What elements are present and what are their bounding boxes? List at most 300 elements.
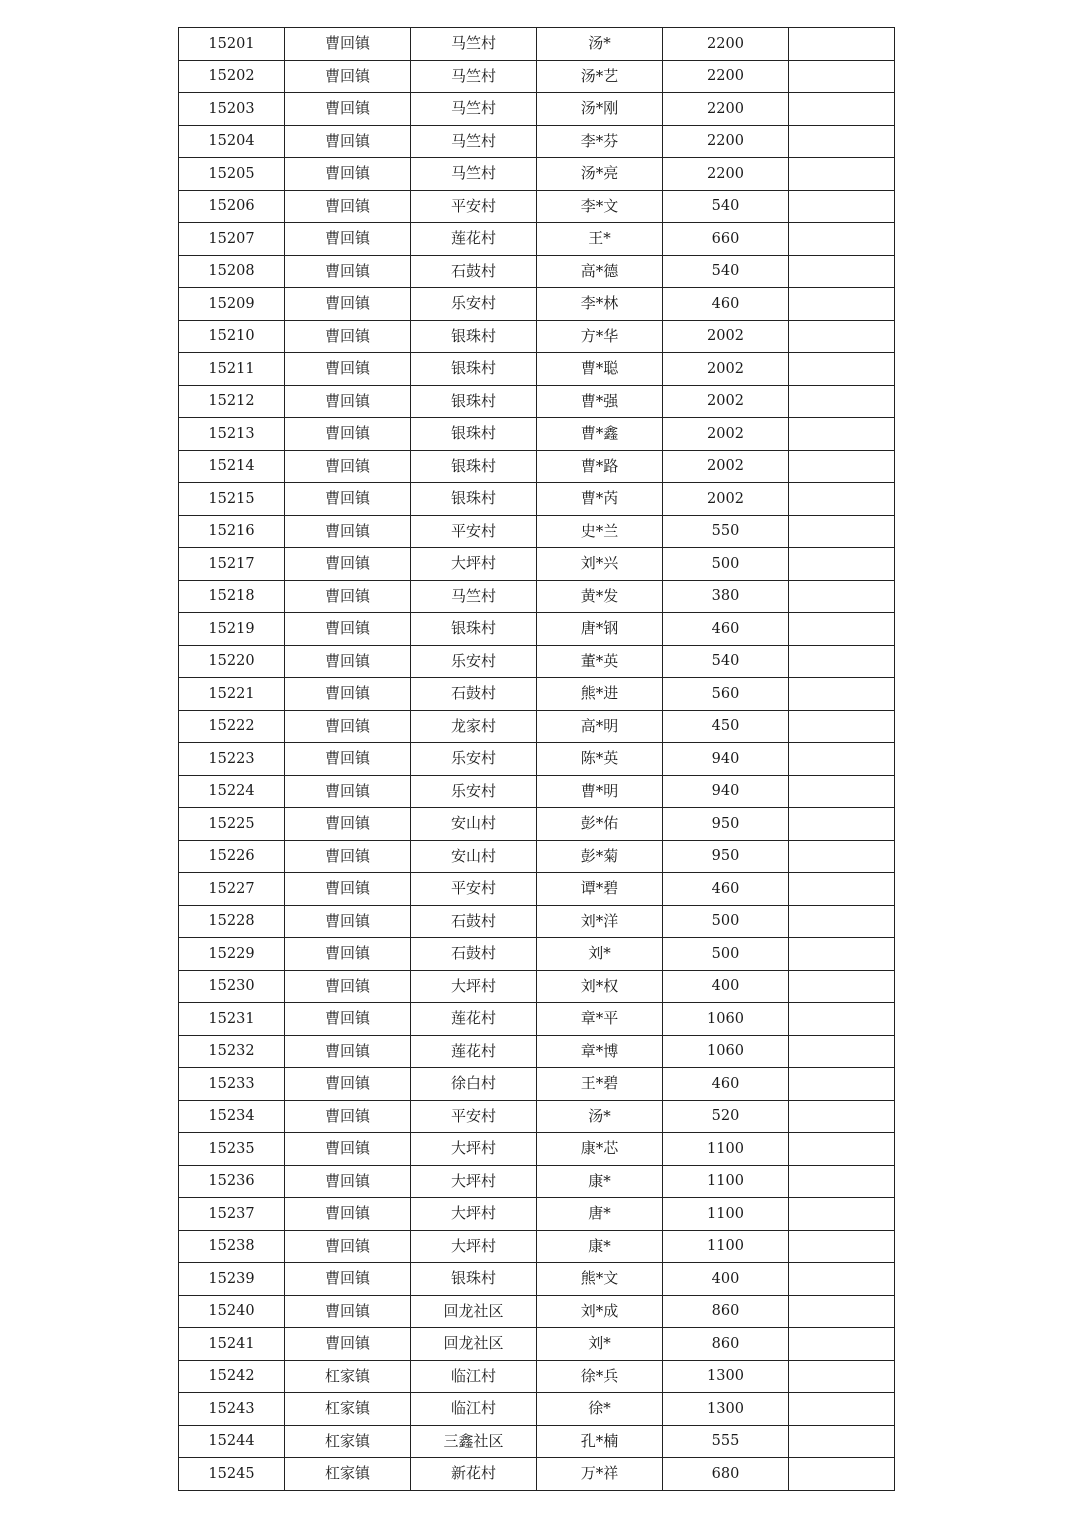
amount-cell: 2002 [663,385,789,418]
name-cell: 刘* [537,1328,663,1361]
serial-cell: 15214 [179,450,285,483]
village-cell: 石鼓村 [411,255,537,288]
name-cell: 康* [537,1230,663,1263]
town-cell: 曹回镇 [285,288,411,321]
table-row [179,970,895,1003]
village-cell: 安山村 [411,840,537,873]
serial-cell: 15218 [179,580,285,613]
village-cell: 大坪村 [411,548,537,581]
table-row [179,645,895,678]
village-cell: 银珠村 [411,385,537,418]
amount-cell: 500 [663,905,789,938]
serial-cell: 15227 [179,873,285,906]
table-body [179,28,895,1491]
amount-cell: 940 [663,775,789,808]
name-cell: 陈*英 [537,743,663,776]
town-cell: 曹回镇 [285,353,411,386]
table-row [179,418,895,451]
table-row [179,1230,895,1263]
village-cell: 新花村 [411,1458,537,1491]
table-row [179,840,895,873]
town-cell: 曹回镇 [285,223,411,256]
table-row [179,1198,895,1231]
serial-cell: 15224 [179,775,285,808]
village-cell: 平安村 [411,1100,537,1133]
town-cell: 曹回镇 [285,743,411,776]
serial-cell: 15217 [179,548,285,581]
town-cell: 曹回镇 [285,905,411,938]
table-row [179,873,895,906]
table-row [179,60,895,93]
amount-cell: 460 [663,1068,789,1101]
town-cell: 曹回镇 [285,158,411,191]
remark-cell [789,515,895,548]
village-cell: 银珠村 [411,1263,537,1296]
amount-cell: 400 [663,970,789,1003]
name-cell: 章*平 [537,1003,663,1036]
table-row [179,1133,895,1166]
remark-cell [789,190,895,223]
name-cell: 汤*艺 [537,60,663,93]
amount-cell: 1100 [663,1133,789,1166]
town-cell: 曹回镇 [285,450,411,483]
village-cell: 银珠村 [411,418,537,451]
table-row [179,678,895,711]
remark-cell [789,255,895,288]
town-cell: 杠家镇 [285,1458,411,1491]
remark-cell [789,1035,895,1068]
amount-cell: 460 [663,613,789,646]
serial-cell: 15243 [179,1393,285,1426]
town-cell: 曹回镇 [285,970,411,1003]
remark-cell [789,1328,895,1361]
name-cell: 彭*菊 [537,840,663,873]
table-row [179,743,895,776]
remark-cell [789,645,895,678]
remark-cell [789,450,895,483]
serial-cell: 15232 [179,1035,285,1068]
remark-cell [789,775,895,808]
remark-cell [789,418,895,451]
remark-cell [789,1133,895,1166]
village-cell: 安山村 [411,808,537,841]
serial-cell: 15236 [179,1165,285,1198]
amount-cell: 1060 [663,1035,789,1068]
village-cell: 平安村 [411,515,537,548]
village-cell: 银珠村 [411,483,537,516]
village-cell: 回龙社区 [411,1295,537,1328]
amount-cell: 540 [663,645,789,678]
name-cell: 刘*洋 [537,905,663,938]
serial-cell: 15220 [179,645,285,678]
name-cell: 曹*鑫 [537,418,663,451]
table-row [179,1068,895,1101]
amount-cell: 540 [663,255,789,288]
town-cell: 曹回镇 [285,125,411,158]
remark-cell [789,1165,895,1198]
remark-cell [789,1458,895,1491]
table-row [179,223,895,256]
amount-cell: 540 [663,190,789,223]
serial-cell: 15231 [179,1003,285,1036]
village-cell: 银珠村 [411,450,537,483]
town-cell: 曹回镇 [285,1035,411,1068]
village-cell: 石鼓村 [411,905,537,938]
remark-cell [789,840,895,873]
name-cell: 唐* [537,1198,663,1231]
remark-cell [789,60,895,93]
table-row [179,255,895,288]
town-cell: 曹回镇 [285,483,411,516]
name-cell: 康*芯 [537,1133,663,1166]
village-cell: 三鑫社区 [411,1425,537,1458]
town-cell: 曹回镇 [285,1100,411,1133]
remark-cell [789,320,895,353]
table-row [179,1393,895,1426]
name-cell: 孔*楠 [537,1425,663,1458]
village-cell: 乐安村 [411,743,537,776]
amount-cell: 950 [663,808,789,841]
town-cell: 曹回镇 [285,938,411,971]
village-cell: 莲花村 [411,1003,537,1036]
table-row [179,1035,895,1068]
remark-cell [789,580,895,613]
table-row [179,1425,895,1458]
name-cell: 康* [537,1165,663,1198]
name-cell: 熊*文 [537,1263,663,1296]
serial-cell: 15239 [179,1263,285,1296]
village-cell: 龙家村 [411,710,537,743]
name-cell: 万*祥 [537,1458,663,1491]
table-row [179,808,895,841]
serial-cell: 15208 [179,255,285,288]
name-cell: 李*芬 [537,125,663,158]
town-cell: 曹回镇 [285,1068,411,1101]
amount-cell: 2002 [663,450,789,483]
serial-cell: 15235 [179,1133,285,1166]
serial-cell: 15213 [179,418,285,451]
town-cell: 曹回镇 [285,28,411,61]
village-cell: 徐白村 [411,1068,537,1101]
serial-cell: 15237 [179,1198,285,1231]
name-cell: 汤*亮 [537,158,663,191]
serial-cell: 15240 [179,1295,285,1328]
serial-cell: 15234 [179,1100,285,1133]
amount-cell: 380 [663,580,789,613]
name-cell: 曹*明 [537,775,663,808]
town-cell: 曹回镇 [285,255,411,288]
name-cell: 李*文 [537,190,663,223]
amount-cell: 500 [663,938,789,971]
village-cell: 银珠村 [411,613,537,646]
remark-cell [789,1360,895,1393]
remark-cell [789,125,895,158]
table-row [179,1165,895,1198]
name-cell: 徐*兵 [537,1360,663,1393]
table-row [179,158,895,191]
village-cell: 乐安村 [411,645,537,678]
serial-cell: 15206 [179,190,285,223]
remark-cell [789,1003,895,1036]
name-cell: 曹*路 [537,450,663,483]
village-cell: 临江村 [411,1393,537,1426]
remark-cell [789,158,895,191]
amount-cell: 1060 [663,1003,789,1036]
serial-cell: 15242 [179,1360,285,1393]
serial-cell: 15219 [179,613,285,646]
village-cell: 乐安村 [411,775,537,808]
town-cell: 曹回镇 [285,418,411,451]
serial-cell: 15230 [179,970,285,1003]
town-cell: 曹回镇 [285,840,411,873]
table-row [179,938,895,971]
town-cell: 杠家镇 [285,1425,411,1458]
town-cell: 曹回镇 [285,580,411,613]
village-cell: 银珠村 [411,353,537,386]
amount-cell: 2200 [663,60,789,93]
serial-cell: 15203 [179,93,285,126]
serial-cell: 15238 [179,1230,285,1263]
serial-cell: 15233 [179,1068,285,1101]
table-row [179,1328,895,1361]
remark-cell [789,743,895,776]
village-cell: 莲花村 [411,223,537,256]
name-cell: 熊*进 [537,678,663,711]
remark-cell [789,970,895,1003]
name-cell: 刘* [537,938,663,971]
village-cell: 马竺村 [411,93,537,126]
village-cell: 莲花村 [411,1035,537,1068]
serial-cell: 15228 [179,905,285,938]
serial-cell: 15226 [179,840,285,873]
town-cell: 曹回镇 [285,93,411,126]
remark-cell [789,1263,895,1296]
table-row [179,905,895,938]
amount-cell: 860 [663,1295,789,1328]
village-cell: 大坪村 [411,970,537,1003]
amount-cell: 555 [663,1425,789,1458]
remark-cell [789,873,895,906]
name-cell: 曹*聪 [537,353,663,386]
table-row [179,385,895,418]
table-row [179,775,895,808]
name-cell: 曹*芮 [537,483,663,516]
serial-cell: 15202 [179,60,285,93]
town-cell: 曹回镇 [285,190,411,223]
village-cell: 大坪村 [411,1165,537,1198]
village-cell: 马竺村 [411,580,537,613]
remark-cell [789,1393,895,1426]
town-cell: 曹回镇 [285,1165,411,1198]
village-cell: 马竺村 [411,158,537,191]
serial-cell: 15215 [179,483,285,516]
amount-cell: 550 [663,515,789,548]
table-row [179,125,895,158]
amount-cell: 1100 [663,1198,789,1231]
village-cell: 平安村 [411,190,537,223]
amount-cell: 950 [663,840,789,873]
town-cell: 曹回镇 [285,1263,411,1296]
amount-cell: 680 [663,1458,789,1491]
serial-cell: 15204 [179,125,285,158]
town-cell: 曹回镇 [285,808,411,841]
amount-cell: 2002 [663,353,789,386]
village-cell: 临江村 [411,1360,537,1393]
amount-cell: 560 [663,678,789,711]
table-row [179,28,895,61]
remark-cell [789,1100,895,1133]
remark-cell [789,385,895,418]
table-row [179,320,895,353]
remark-cell [789,1198,895,1231]
town-cell: 曹回镇 [285,678,411,711]
name-cell: 方*华 [537,320,663,353]
serial-cell: 15229 [179,938,285,971]
town-cell: 曹回镇 [285,873,411,906]
amount-cell: 940 [663,743,789,776]
serial-cell: 15221 [179,678,285,711]
serial-cell: 15223 [179,743,285,776]
serial-cell: 15210 [179,320,285,353]
name-cell: 刘*权 [537,970,663,1003]
village-cell: 大坪村 [411,1133,537,1166]
town-cell: 曹回镇 [285,1003,411,1036]
village-cell: 马竺村 [411,125,537,158]
table-row [179,1003,895,1036]
table-row [179,1263,895,1296]
table-row [179,190,895,223]
amount-cell: 2200 [663,125,789,158]
name-cell: 董*英 [537,645,663,678]
town-cell: 曹回镇 [285,385,411,418]
village-cell: 马竺村 [411,60,537,93]
town-cell: 曹回镇 [285,60,411,93]
serial-cell: 15222 [179,710,285,743]
name-cell: 李*林 [537,288,663,321]
table-row [179,93,895,126]
table-row [179,353,895,386]
serial-cell: 15209 [179,288,285,321]
name-cell: 章*博 [537,1035,663,1068]
village-cell: 石鼓村 [411,938,537,971]
table-row [179,1295,895,1328]
amount-cell: 2200 [663,158,789,191]
serial-cell: 15205 [179,158,285,191]
remark-cell [789,710,895,743]
name-cell: 徐* [537,1393,663,1426]
remark-cell [789,1230,895,1263]
table-row [179,288,895,321]
amount-cell: 860 [663,1328,789,1361]
data-table [178,27,895,1491]
serial-cell: 15241 [179,1328,285,1361]
remark-cell [789,1068,895,1101]
name-cell: 汤*刚 [537,93,663,126]
amount-cell: 1100 [663,1165,789,1198]
serial-cell: 15225 [179,808,285,841]
name-cell: 唐*钢 [537,613,663,646]
table-row [179,483,895,516]
town-cell: 曹回镇 [285,1328,411,1361]
amount-cell: 2200 [663,93,789,126]
amount-cell: 1100 [663,1230,789,1263]
remark-cell [789,93,895,126]
table-row [179,1360,895,1393]
town-cell: 曹回镇 [285,320,411,353]
table-row [179,613,895,646]
serial-cell: 15211 [179,353,285,386]
village-cell: 乐安村 [411,288,537,321]
table-row [179,1100,895,1133]
town-cell: 曹回镇 [285,1230,411,1263]
name-cell: 谭*碧 [537,873,663,906]
remark-cell [789,223,895,256]
amount-cell: 520 [663,1100,789,1133]
serial-cell: 15244 [179,1425,285,1458]
amount-cell: 450 [663,710,789,743]
name-cell: 汤* [537,1100,663,1133]
village-cell: 平安村 [411,873,537,906]
remark-cell [789,28,895,61]
amount-cell: 660 [663,223,789,256]
town-cell: 曹回镇 [285,548,411,581]
remark-cell [789,905,895,938]
remark-cell [789,288,895,321]
amount-cell: 2002 [663,483,789,516]
town-cell: 曹回镇 [285,515,411,548]
amount-cell: 460 [663,873,789,906]
table-row [179,548,895,581]
name-cell: 黄*发 [537,580,663,613]
remark-cell [789,1295,895,1328]
remark-cell [789,483,895,516]
name-cell: 曹*强 [537,385,663,418]
serial-cell: 15216 [179,515,285,548]
town-cell: 曹回镇 [285,1295,411,1328]
remark-cell [789,613,895,646]
village-cell: 大坪村 [411,1198,537,1231]
name-cell: 刘*兴 [537,548,663,581]
amount-cell: 2002 [663,320,789,353]
town-cell: 杠家镇 [285,1360,411,1393]
name-cell: 刘*成 [537,1295,663,1328]
town-cell: 曹回镇 [285,613,411,646]
remark-cell [789,808,895,841]
name-cell: 王*碧 [537,1068,663,1101]
town-cell: 曹回镇 [285,1133,411,1166]
village-cell: 银珠村 [411,320,537,353]
amount-cell: 400 [663,1263,789,1296]
name-cell: 高*德 [537,255,663,288]
town-cell: 曹回镇 [285,775,411,808]
name-cell: 史*兰 [537,515,663,548]
amount-cell: 2002 [663,418,789,451]
table-row [179,710,895,743]
remark-cell [789,678,895,711]
amount-cell: 2200 [663,28,789,61]
serial-cell: 15245 [179,1458,285,1491]
town-cell: 曹回镇 [285,710,411,743]
town-cell: 杠家镇 [285,1393,411,1426]
village-cell: 石鼓村 [411,678,537,711]
name-cell: 汤* [537,28,663,61]
amount-cell: 460 [663,288,789,321]
serial-cell: 15201 [179,28,285,61]
remark-cell [789,1425,895,1458]
table-row [179,1458,895,1491]
village-cell: 回龙社区 [411,1328,537,1361]
table-row [179,580,895,613]
